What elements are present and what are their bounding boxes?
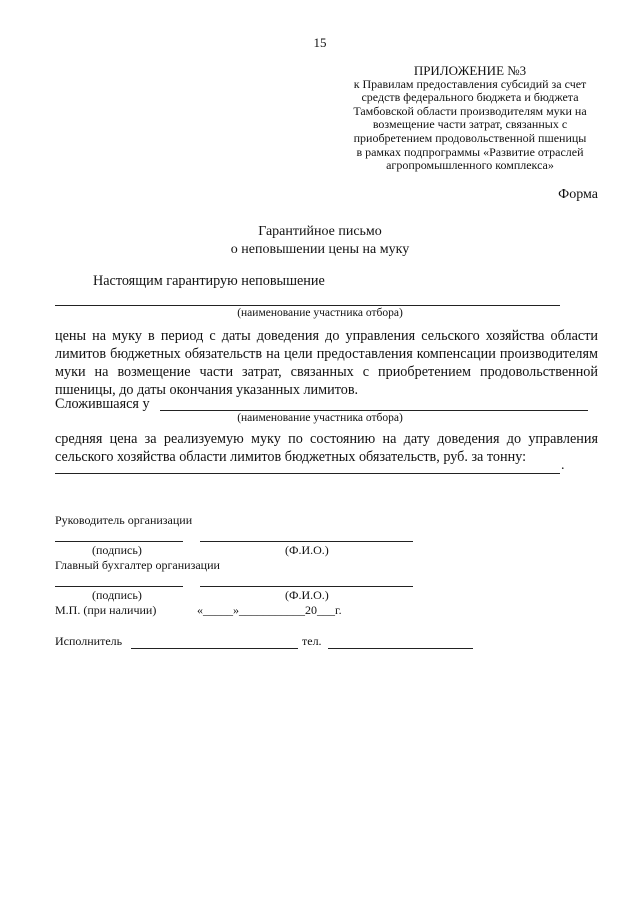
executor-label: Исполнитель (55, 634, 123, 648)
accountant-fio-line[interactable] (200, 586, 413, 587)
appendix-line: в рамках подпрограммы «Развитие отраслей (356, 144, 584, 159)
date-field[interactable]: «_____»___________20___г. (197, 603, 342, 617)
phone-line[interactable] (328, 648, 473, 649)
title-line-1: Гарантийное письмо (258, 224, 382, 239)
sl-label: Сложившаяся у (55, 396, 150, 412)
head-fio-line[interactable] (200, 541, 413, 542)
accountant-sign-caption: (подпись) (92, 588, 142, 602)
price-period: . (561, 458, 565, 473)
accountant-label: Главный бухгалтер организации (55, 558, 220, 572)
participant-name-line-1[interactable] (55, 305, 560, 306)
participant-name-line-2[interactable] (160, 410, 588, 411)
executor-line[interactable] (131, 648, 298, 649)
page-number: 15 (313, 35, 327, 50)
participant-caption-2: (наименование участника отбора) (237, 412, 403, 424)
appendix-line: агропромышленного комплекса» (386, 158, 554, 173)
appendix-title: ПРИЛОЖЕНИЕ №3 (413, 63, 527, 78)
head-label: Руководитель организации (55, 513, 193, 527)
title-line-2: о неповышении цены на муку (230, 242, 410, 257)
appendix-line: к Правилам предоставления субсидий за счет (353, 76, 587, 91)
appendix-line: приобретением продовольственной пшеницы (353, 130, 587, 145)
participant-caption-1: (наименование участника отбора) (237, 307, 403, 319)
appendix-line: возмещение части затрат, связанных с (372, 117, 568, 132)
price-line[interactable] (55, 473, 560, 474)
paragraph-1: цены на муку в период с даты доведения до управления сельского хозяйства области лимитов бюджетных обязательств на цели предоставления компенсации производителям муки на возмещение части затрат, связанных с приобретением продовольственной пшеницы, до даты окончания указанных лимитов. (55, 328, 598, 398)
appendix-line: Тамбовской области производителям муки на (353, 103, 587, 118)
head-fio-caption: (Ф.И.О.) (285, 543, 329, 557)
form-label: Форма (558, 187, 598, 202)
accountant-fio-caption: (Ф.И.О.) (285, 588, 329, 602)
intro-text: Настоящим гарантирую неповышение (93, 273, 325, 289)
appendix-header (320, 64, 620, 173)
accountant-sign-line[interactable] (55, 586, 183, 587)
head-sign-line[interactable] (55, 541, 183, 542)
phone-label: тел. (302, 634, 322, 648)
document-title (0, 223, 640, 259)
paragraph-2: средняя цена за реализуемую муку по состоянию на дату доведения до управления сельского хозяйства области лимитов бюджетных обязательств, руб. за тонну: (55, 431, 598, 465)
head-sign-caption: (подпись) (92, 543, 142, 557)
appendix-line: средств федерального бюджета и бюджета (361, 90, 579, 105)
seal-label: М.П. (при наличии) (55, 603, 157, 617)
